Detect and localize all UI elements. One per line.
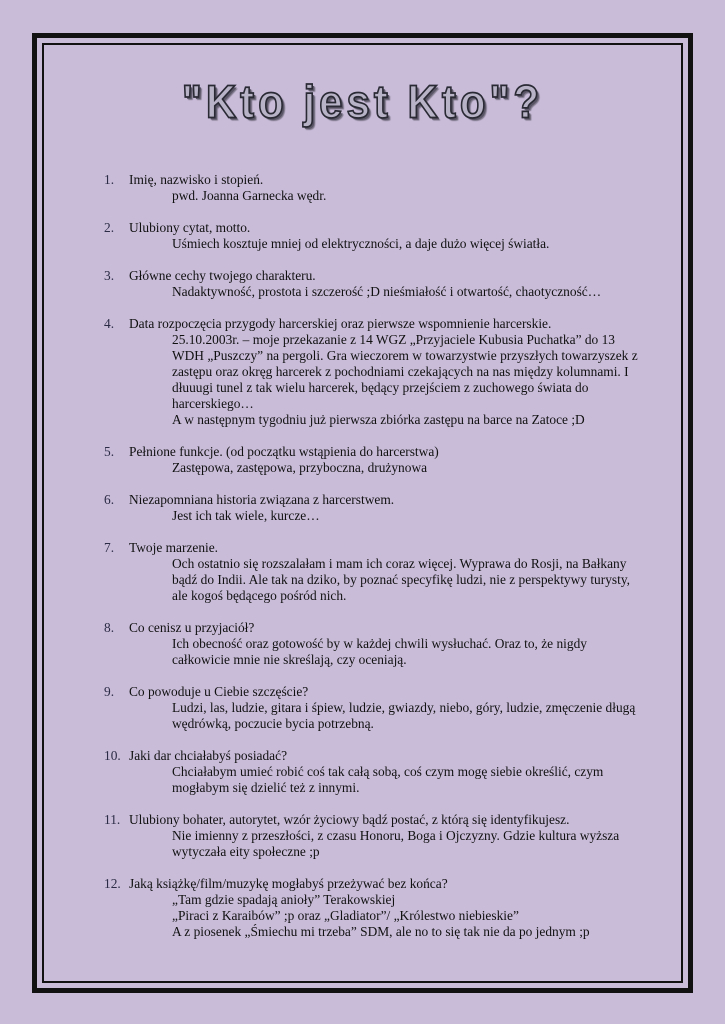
answer-text: Nie imienny z przeszłości, z czasu Honoru, Boga i Ojczyzny. Gdzie kultura wyższa wytyczała eity społeczne ;p (172, 828, 620, 859)
question-text: Główne cechy twojego charakteru. (129, 268, 316, 283)
answer-block (172, 636, 644, 668)
question-item (104, 748, 644, 796)
question-text: Ulubiony bohater, autorytet, wzór życiowy bądź postać, z którą się identyfikujesz. (129, 812, 570, 827)
answer-text: A z piosenek „Śmiechu mi trzeba” SDM, ale no to się tak nie da po jednym ;p (172, 924, 590, 939)
question-item (104, 316, 644, 428)
question-text: Jaką książkę/film/muzykę mogłabyś przeżywać bez końca? (129, 876, 448, 891)
question-text: Co powoduje u Ciebie szczęście? (129, 684, 309, 699)
question-number: 7. (104, 540, 115, 555)
answer-block (172, 284, 644, 300)
question-item (104, 444, 644, 476)
answer-text: Ich obecność oraz gotowość by w każdej chwili wysłuchać. Oraz to, że nigdy całkowicie mnie nie skreślają, czy oceniają. (172, 636, 587, 667)
question-number: 11. (104, 812, 121, 827)
question-item (104, 220, 644, 252)
question-number: 3. (104, 268, 115, 283)
answer-block (172, 236, 644, 252)
answer-text: pwd. Joanna Garnecka wędr. (172, 188, 327, 203)
answer-block (172, 700, 644, 732)
questionnaire-list (104, 172, 644, 940)
answer-text: Chciałabym umieć robić coś tak całą sobą, coś czym mogę siebie określić, czym mogłabym się dzielić też z innymi. (172, 764, 604, 795)
question-number: 4. (104, 316, 115, 331)
question-item (104, 540, 644, 604)
answer-text: Ludzi, las, ludzie, gitara i śpiew, ludzie, gwiazdy, niebo, góry, ludzie, zmęczenie długą wędrówką, poczucie bycia potrzebną. (172, 700, 636, 731)
question-number: 10. (104, 748, 121, 763)
question-number: 8. (104, 620, 115, 635)
answer-text: Nadaktywność, prostota i szczerość ;D nieśmiałość i otwartość, chaotyczność… (172, 284, 602, 299)
question-text: Niezapomniana historia związana z harcerstwem. (129, 492, 395, 507)
answer-text: Zastępowa, zastępowa, przyboczna, drużynowa (172, 460, 428, 475)
answer-text: Och ostatnio się rozszalałam i mam ich coraz więcej. Wyprawa do Rosji, na Bałkany bądź do Indii. Ale tak na dziko, by poznać specyfikę ludzi, nie z perspektywy turysty, ale kogoś będącego pośród nich. (172, 556, 631, 603)
question-text: Co cenisz u przyjaciół? (129, 620, 255, 635)
answer-block (172, 332, 644, 428)
question-text: Pełnione funkcje. (od początku wstąpienia do harcerstwa) (129, 444, 439, 459)
question-number: 1. (104, 172, 115, 187)
answer-block (172, 188, 644, 204)
question-item (104, 876, 644, 940)
answer-text: „Piraci z Karaibów” ;p oraz „Gladiator”/ „Królestwo niebieskie” (172, 908, 519, 923)
question-number: 9. (104, 684, 115, 699)
question-item (104, 268, 644, 300)
answer-block (172, 828, 644, 860)
question-text: Jaki dar chciałabyś posiadać? (129, 748, 288, 763)
answer-block (172, 892, 644, 940)
question-number: 2. (104, 220, 115, 235)
answer-text: 25.10.2003r. – moje przekazanie z 14 WGZ „Przyjaciele Kubusia Puchatka” do 13 WDH „Puszczy” na pergoli. Gra wieczorem w towarzystwie przyszłych towarzyszek z zastępu oraz okręg harcerek z pochodniami czekających na nas między kolumnami. I dłuuugi tunel z tak wielu harcerek, będący przejściem z zuchowego świata do harcerskiego… (172, 332, 638, 411)
question-item (104, 684, 644, 732)
answer-block (172, 460, 644, 476)
answer-text: A w następnym tygodniu już pierwsza zbiórka zastępu na barce na Zatoce ;D (172, 412, 585, 427)
answer-text: „Tam gdzie spadają anioły” Terakowskiej (172, 892, 396, 907)
question-text: Twoje marzenie. (129, 540, 219, 555)
question-text: Imię, nazwisko i stopień. (129, 172, 264, 187)
answer-text: Jest ich tak wiele, kurcze… (172, 508, 320, 523)
question-number: 12. (104, 876, 121, 891)
answer-block (172, 508, 644, 524)
question-number: 6. (104, 492, 115, 507)
question-text: Ulubiony cytat, motto. (129, 220, 251, 235)
answer-block (172, 556, 644, 604)
question-item (104, 492, 644, 524)
answer-text: Uśmiech kosztuje mniej od elektryczności, a daje dużo więcej światła. (172, 236, 550, 251)
question-item (104, 812, 644, 860)
question-text: Data rozpoczęcia przygody harcerskiej oraz pierwsze wspomnienie harcerskie. (129, 316, 552, 331)
question-item (104, 620, 644, 668)
page-title: "Kto jest Kto"? (181, 75, 544, 128)
question-number: 5. (104, 444, 115, 459)
question-item (104, 172, 644, 204)
answer-block (172, 764, 644, 796)
